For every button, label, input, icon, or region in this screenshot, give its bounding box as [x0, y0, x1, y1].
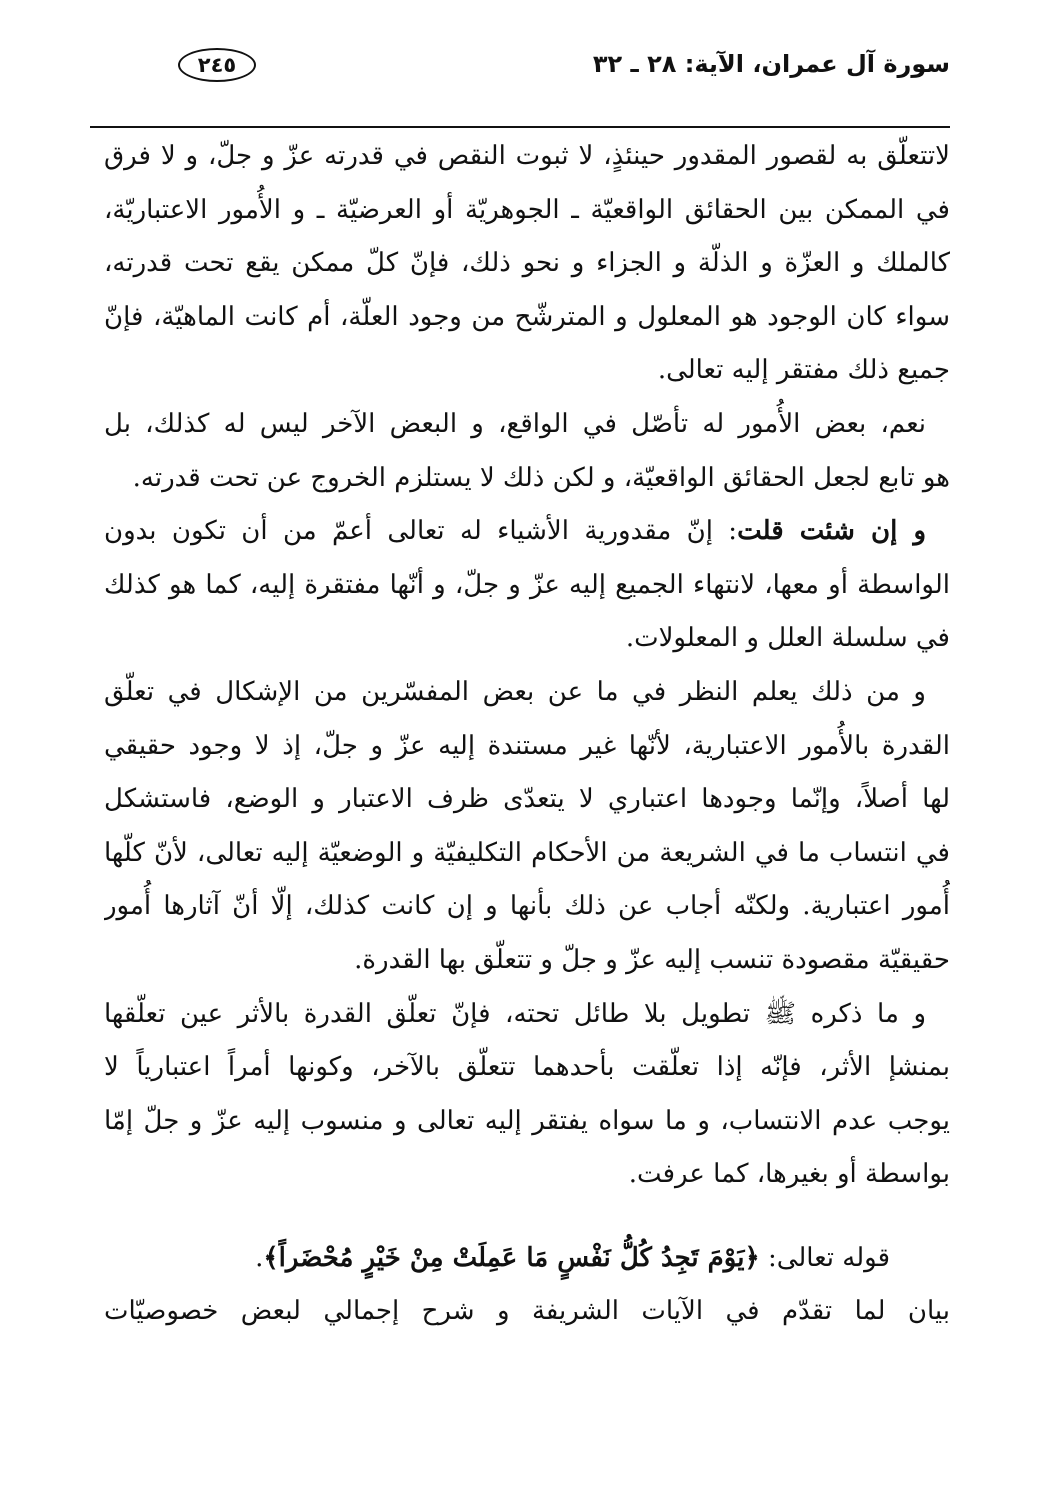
bold-lead-phrase: و إن شئت قلت — [737, 516, 926, 547]
text-line: حقيقيّة مقصودة تنسب إليه عزّ و جلّ و تتعلّق بها القدرة. — [354, 944, 950, 975]
running-title: سورة آل عمران، الآية: ٢٨ ـ ٣٢ — [592, 50, 950, 78]
text-line: بواسطة أو بغيرها، كما عرفت. — [628, 1159, 950, 1190]
text-line: في سلسلة العلل و المعلولات. — [625, 623, 950, 654]
paragraph-4 — [104, 666, 950, 988]
text-line: لها أصلاً، وإنّما وجودها اعتباري لا يتعدّى ظرف الاعتبار و الوضع، فاستشكل — [104, 784, 950, 815]
text-line: و من ذلك يعلم النظر في ما عن بعض المفسّرين من الإشكال في تعلّق — [104, 676, 926, 707]
text-line: أُمور اعتبارية. ولكنّه أجاب عن ذلك بأنها و إن كانت كذلك، إلّا أنّ آثارها أُمور — [104, 891, 950, 922]
page-number: ٢٤٥ — [178, 48, 256, 82]
verse-heading — [104, 1232, 950, 1286]
quran-verse: ﴿يَوْمَ تَجِدُ كُلُّ نَفْسٍ مَا عَمِلَتْ مِنْ خَيْرٍ مُحْضَراً﴾ — [263, 1242, 760, 1273]
paragraph-3 — [104, 505, 950, 666]
text-line: القدرة بالأُمور الاعتبارية، لأنّها غير مستندة إليه عزّ و جلّ، إذ لا وجود حقيقي — [104, 730, 950, 761]
page-body — [104, 130, 950, 1339]
text-line: هو تابع لجعل الحقائق الواقعيّة، و لكن ذلك لا يستلزم الخروج عن تحت قدرته. — [132, 462, 950, 493]
section-gap — [104, 1202, 950, 1232]
text-line: نعم، بعض الأُمور له تأصّل في الواقع، و البعض الآخر ليس له كذلك، بل — [104, 408, 926, 439]
text-line — [104, 505, 950, 559]
text-line: في انتساب ما في الشريعة من الأحكام التكليفيّة و الوضعيّة إليه تعالى، لأنّ كلّها — [104, 837, 950, 868]
text-line: يوجب عدم الانتساب، و ما سواه يفتقر إليه تعالى و منسوب إليه عزّ و جلّ إمّا — [104, 1105, 950, 1136]
text-line: بمنشإ الأثر، فإنّه إذا تعلّقت بأحدهما تتعلّق بالآخر، وكونها أمراً اعتبارياً لا — [104, 1052, 950, 1083]
header-divider — [90, 126, 950, 128]
paragraph-1 — [104, 130, 950, 398]
text-line: بيان لما تقدّم في الآيات الشريفة و شرح إجمالي لبعض خصوصيّات — [104, 1296, 950, 1327]
verse-end: . — [255, 1242, 264, 1273]
text-line: كالملك و العزّة و الذلّة و الجزاء و نحو ذلك، فإنّ كلّ ممكن يقع تحت قدرته، — [104, 248, 950, 279]
text-segment: : إنّ مقدورية الأشياء له تعالى أعمّ من أن تكون بدون — [104, 516, 738, 547]
text-line: لاتتعلّق به لقصور المقدور حينئذٍ، لا ثبوت النقص في قدرته عزّ و جلّ، و لا فرق — [104, 141, 950, 171]
text-line: الواسطة أو معها، لانتهاء الجميع إليه عزّ و جلّ، و أنّها مفتقرة إليه، كما هو كذلك — [104, 569, 950, 600]
text-line: في الممكن بين الحقائق الواقعيّة ـ الجوهريّة أو العرضيّة ـ و الأُمور الاعتباريّة، — [104, 194, 950, 225]
text-line: جميع ذلك مفتقر إليه تعالى. — [657, 355, 950, 386]
paragraph-2 — [104, 398, 950, 505]
verse-intro: قوله تعالى: — [767, 1242, 890, 1273]
page-header — [90, 46, 950, 82]
text-line: سواء كان الوجود هو المعلول و المترشّح من وجود العلّة، أم كانت الماهيّة، فإنّ — [104, 301, 950, 332]
paragraph-5 — [104, 988, 950, 1202]
text-line: و ما ذكره ﷺ تطويل بلا طائل تحته، فإنّ تعلّق القدرة بالأثر عين تعلّقها — [104, 998, 927, 1029]
